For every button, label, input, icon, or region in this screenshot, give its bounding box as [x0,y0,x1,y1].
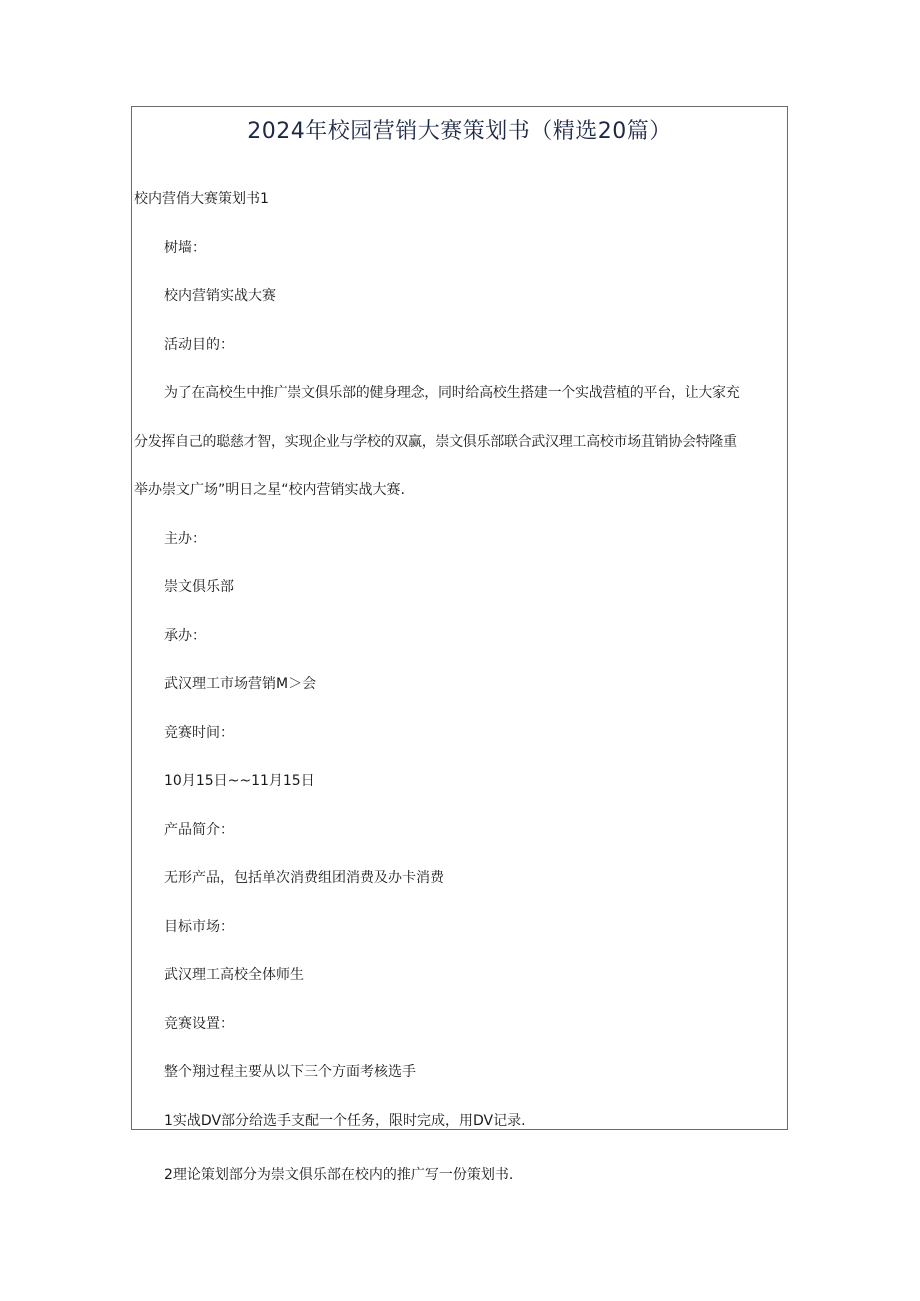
paragraph: 为了在高校生中推广崇文俱乐部的健身理念，同时给高校生搭建一个实战营植的平台，让大家充 [164,385,740,401]
paragraph: 校内营销实战大赛 [164,288,276,304]
paragraph: 武汉理工市场营销M＞会 [164,676,317,692]
paragraph: 主办： [164,531,206,547]
paragraph: 整个翔过程主要从以下三个方面考核选手 [164,1064,416,1080]
paragraph: 2理论策划部分为崇文俱乐部在校内的推广写一份策划书. [164,1167,514,1183]
paragraph: 无形产品，包括单次消费组团消费及办卡消费 [164,870,444,886]
paragraph: 竞赛时间： [164,725,234,741]
paragraph: 活动目的： [164,337,234,353]
section-heading: 校内营俏大赛策划书1 [134,191,269,207]
paragraph: 目标市场： [164,919,234,935]
paragraph: 竞赛设置： [164,1016,234,1032]
paragraph: 1实战DV部分给选手支配一个任务，限时完成，用DV记录. [164,1113,526,1129]
paragraph: 树墙： [164,240,206,256]
paragraph: 承办： [164,628,206,644]
document-title: 2024年校园营销大赛策划书（精选20篇） [247,119,672,144]
paragraph: 10月15日~~11月15日 [164,773,315,789]
paragraph: 举办崇文广场”明日之星“校内营销实战大赛. [134,482,405,498]
paragraph: 崇文俱乐部 [164,579,234,595]
paragraph: 武汉理工高校全体师生 [164,967,304,983]
paragraph: 分发挥自己的聪慈才智，实现企业与学校的双赢，崇文俱乐部联合武汉理工高校市场苴销协会特隆重 [134,434,737,450]
paragraph: 产品简介： [164,822,234,838]
